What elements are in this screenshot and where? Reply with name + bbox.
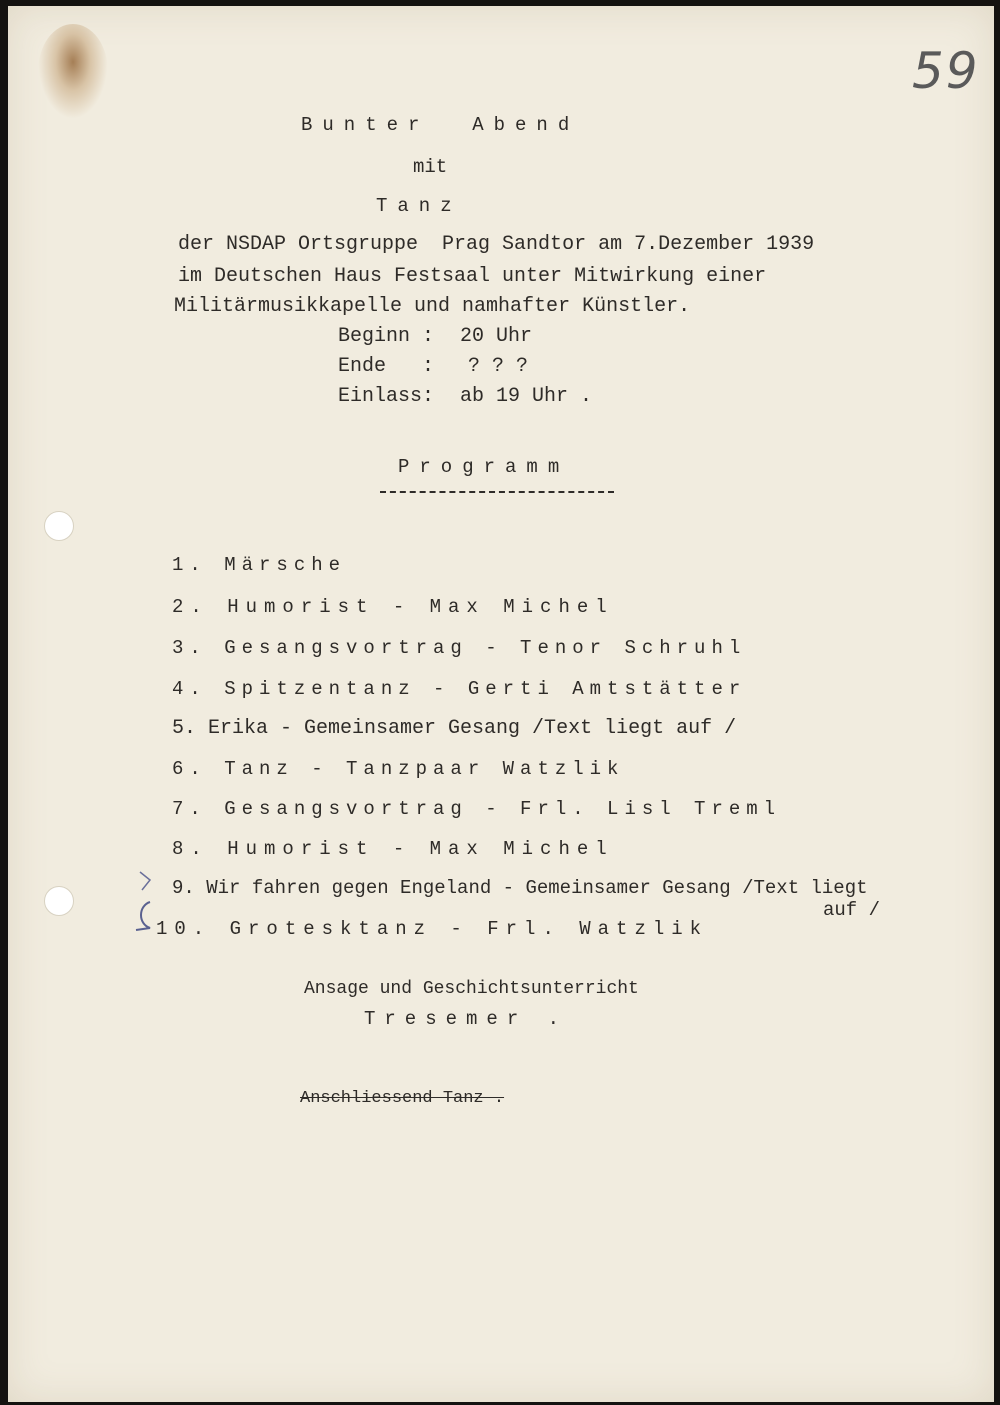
title-line-1: Bunter Abend (301, 114, 580, 136)
pencil-arrow-icon (136, 866, 166, 896)
rust-stain (38, 24, 108, 119)
punch-hole-bottom (44, 886, 74, 916)
program-item: 8. Humorist - Max Michel (172, 838, 614, 860)
beginn-value: 20 Uhr (460, 325, 533, 348)
closing-line: Anschliessend Tanz . (300, 1089, 505, 1108)
einlass-label: Einlass: (338, 385, 435, 408)
program-item-continuation: auf / (823, 899, 881, 921)
program-item: 10. Grotesktanz - Frl. Watzlik (156, 918, 709, 940)
punch-hole-top (44, 511, 74, 541)
program-item: 1. Märsche (172, 554, 347, 576)
title-line-2: mit (413, 156, 448, 178)
program-item: 2. Humorist - Max Michel (172, 596, 614, 618)
program-item: 7. Gesangsvortrag - Frl. Lisl Treml (172, 798, 782, 820)
einlass-value: ab 19 Uhr . (460, 385, 593, 408)
pencil-bracket-icon (128, 898, 158, 938)
program-item: 6. Tanz - Tanzpaar Watzlik (172, 758, 625, 780)
title-line-3: Tanz (376, 195, 462, 217)
ende-value: ? ? ? (468, 355, 529, 378)
ansage-line-2: Tresemer . (364, 1008, 569, 1030)
document-page (8, 6, 994, 1402)
program-item: 4. Spitzentanz - Gerti Amtstätter (172, 678, 747, 700)
intro-line-2: im Deutschen Haus Festsaal unter Mitwirkung einer (178, 265, 767, 288)
program-heading: Programm (398, 456, 570, 478)
program-item: 9. Wir fahren gegen Engeland - Gemeinsamer Gesang /Text liegt (172, 877, 868, 899)
program-item: 5. Erika - Gemeinsamer Gesang /Text liegt auf / (172, 717, 737, 740)
ende-label: Ende : (338, 355, 435, 378)
handwritten-page-number: 59 (912, 42, 980, 100)
ansage-line-1: Ansage und Geschichtsunterricht (304, 979, 639, 999)
beginn-label: Beginn : (338, 325, 435, 348)
intro-line-3: Militärmusikkapelle und namhafter Künstler. (174, 295, 691, 318)
intro-line-1: der NSDAP Ortsgruppe Prag Sandtor am 7.Dezember 1939 (178, 233, 815, 256)
heading-underline (380, 491, 614, 493)
program-item: 3. Gesangsvortrag - Tenor Schruhl (172, 637, 747, 659)
